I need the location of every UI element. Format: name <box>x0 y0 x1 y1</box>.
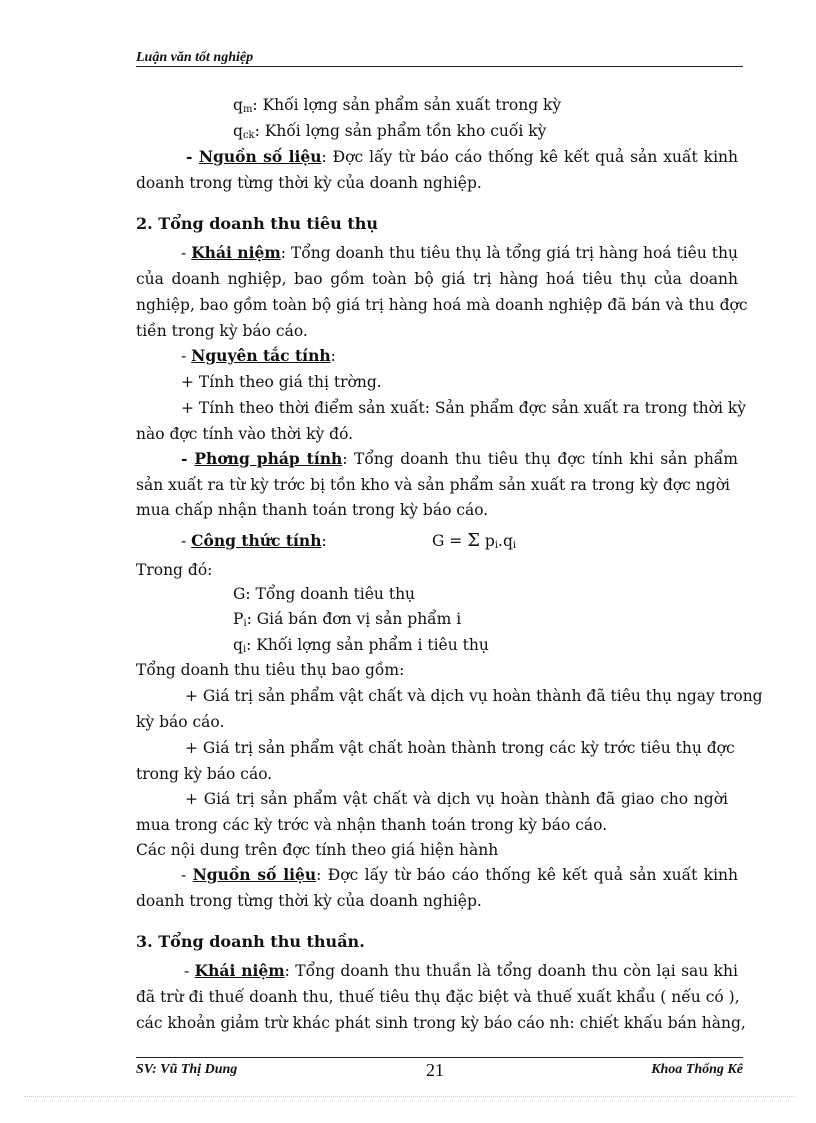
text-line: - Phơng pháp tính: Tổng doanh thu tiêu thụ đợc tính khi sản phẩm <box>181 449 738 468</box>
text-line: mua trong các kỳ trớc và nhận thanh toán trong kỳ báo cáo. <box>136 816 608 834</box>
text-line: - Nguyên tắc tính: <box>181 346 336 365</box>
text-line: doanh trong từng thời kỳ của doanh nghiệp. <box>136 174 482 192</box>
page-number: 21 <box>426 1060 444 1080</box>
label-nguon-so-lieu: Nguồn số liệu <box>198 147 322 166</box>
text-line: $q_{ck}$: Khối lợng sản phẩm tồn kho cuối kỳ <box>233 122 547 141</box>
text-line: - Nguồn số liệu: Đợc lấy từ báo cáo thống kê kết quả sản xuất kinh <box>186 147 738 166</box>
text-line: trong kỳ báo cáo. <box>136 765 273 783</box>
page-header <box>136 50 743 67</box>
formula: G = Σ $p_i.q_i$ <box>432 530 517 551</box>
text-line: sản xuất ra từ kỳ trớc bị tồn kho và sản phẩm sản xuất ra trong kỳ đợc ngời <box>136 476 730 494</box>
footer-author: SV: Vũ Thị Dung <box>136 1062 238 1077</box>
text-line: đã trừ đi thuế doanh thu, thuế tiêu thụ đặc biệt và thuế xuất khẩu ( nếu có ), <box>136 988 740 1006</box>
section-heading: 2. Tổng doanh thu tiêu thụ <box>136 214 379 233</box>
text-line: của doanh nghiệp, bao gồm toàn bộ giá trị hàng hoá tiêu thụ của doanh <box>136 270 738 288</box>
text-line: + Giá trị sản phẩm vật chất hoàn thành trong các kỳ trớc tiêu thụ đợc <box>185 739 735 757</box>
text-line: các khoản giảm trừ khác phát sinh trong kỳ báo cáo nh: chiết khấu bán hàng, <box>136 1014 746 1032</box>
text-line: + Giá trị sản phẩm vật chất và dịch vụ hoàn thành đã giao cho ngời <box>185 790 728 808</box>
text-line: nào đợc tính vào thời kỳ đó. <box>136 425 354 443</box>
text-line: - Khái niệm: Tổng doanh thu thuần là tổng doanh thu còn lại sau khi <box>184 961 738 980</box>
text-line: + Giá trị sản phẩm vật chất và dịch vụ hoàn thành đã tiêu thụ ngay trong <box>185 687 763 705</box>
section-heading: 3. Tổng doanh thu thuần. <box>136 932 365 951</box>
text-line: Trong đó: <box>136 561 213 579</box>
text-line: kỳ báo cáo. <box>136 713 225 731</box>
footer-department: Khoa Thống Kê <box>651 1062 743 1077</box>
text-line: Tổng doanh thu tiêu thụ bao gồm: <box>136 661 405 679</box>
text-line: - Công thức tính: <box>181 531 327 550</box>
text-line: Các nội dung trên đợc tính theo giá hiện hành <box>136 841 499 859</box>
text-line: doanh trong từng thời kỳ của doanh nghiệp. <box>136 892 482 910</box>
text-line: - Khái niệm: Tổng doanh thu tiêu thụ là tổng giá trị hàng hoá tiêu thụ <box>181 243 738 262</box>
text-line: - Nguồn số liệu: Đợc lấy từ báo cáo thống kê kết quả sản xuất kinh <box>181 865 739 884</box>
text-line: nghiệp, bao gồm toàn bộ giá trị hàng hoá mà doanh nghiệp đã bán và thu đợc <box>136 296 748 314</box>
text-line: + Tính theo thời điểm sản xuất: Sản phẩm đợc sản xuất ra trong thời kỳ <box>181 399 747 417</box>
page-bottom-divider <box>24 1096 794 1097</box>
text-line: mua chấp nhận thanh toán trong kỳ báo cáo. <box>136 501 489 519</box>
page-footer <box>136 1057 743 1086</box>
text-line: $q_m$: Khối lợng sản phẩm sản xuất trong kỳ <box>233 96 562 115</box>
text-line: + Tính theo giá thị trờng. <box>181 373 382 391</box>
text-line: $P_i$: Giá bán đơn vị sản phẩm i <box>233 610 462 629</box>
header-title: Luận văn tốt nghiệp <box>136 50 254 65</box>
text-line: $q_i$: Khối lợng sản phẩm i tiêu thụ <box>233 636 489 655</box>
text-line: G: Tổng doanh tiêu thụ <box>233 585 416 603</box>
text-line: tiền trong kỳ báo cáo. <box>136 322 308 340</box>
